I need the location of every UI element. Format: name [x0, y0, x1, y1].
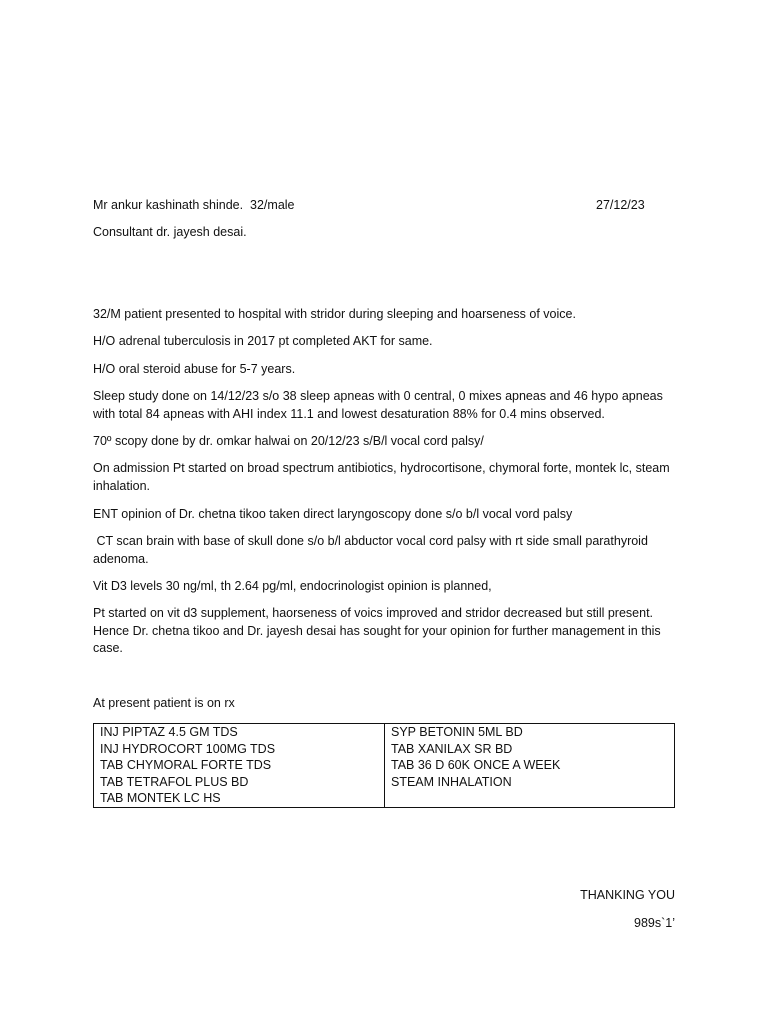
consultant-line: Consultant dr. jayesh desai.	[93, 225, 247, 239]
rx-item: TAB TETRAFOL PLUS BD	[100, 774, 249, 789]
paragraph-ct-scan: CT scan brain with base of skull done s/o b/l abductor vocal cord palsy with rt side small parathyroid adenoma.	[93, 534, 652, 566]
signature-text: 989s`1’	[634, 916, 675, 930]
rx-item: INJ HYDROCORT 100MG TDS	[100, 741, 276, 756]
paragraph-tb-history: H/O adrenal tuberculosis in 2017 pt completed AKT for same.	[93, 334, 433, 348]
prescription-row	[94, 724, 675, 808]
paragraph-sleep-study: Sleep study done on 14/12/23 s/o 38 sleep apneas with 0 central, 0 mixes apneas and 46 hypo apneas with total 84 apneas with AHI index 11.1 and lowest desaturation 88% for 0.4 mins observed.	[93, 389, 667, 421]
paragraph-ent-opinion: ENT opinion of Dr. chetna tikoo taken direct laryngoscopy done s/o b/l vocal vord palsy	[93, 507, 573, 521]
closing-thanks: THANKING YOU	[580, 888, 675, 902]
paragraph-admission: On admission Pt started on broad spectrum antibiotics, hydrocortisone, chymoral forte, montek lc, steam inhalation.	[93, 461, 674, 493]
paragraph-scopy: 70º scopy done by dr. omkar halwai on 20/12/23 s/B/l vocal cord palsy/	[93, 434, 484, 448]
rx-item: TAB XANILAX SR BD	[391, 741, 513, 756]
letter-date: 27/12/23	[596, 198, 645, 212]
rx-item: TAB MONTEK LC HS	[100, 791, 221, 805]
prescription-column-left	[94, 724, 385, 808]
rx-item: TAB CHYMORAL FORTE TDS	[100, 758, 272, 772]
rx-item: TAB 36 D 60K ONCE A WEEK	[391, 758, 561, 772]
rx-intro: At present patient is on rx	[93, 696, 235, 710]
prescription-column-right	[385, 724, 675, 808]
paragraph-steroid-history: H/O oral steroid abuse for 5-7 years.	[93, 362, 296, 376]
paragraph-vit-d3: Vit D3 levels 30 ng/ml, th 2.64 pg/ml, endocrinologist opinion is planned,	[93, 579, 492, 593]
paragraph-presentation: 32/M patient presented to hospital with stridor during sleeping and hoarseness of voice.	[93, 307, 576, 321]
prescription-table	[93, 723, 675, 808]
paragraph-treatment-progress: Pt started on vit d3 supplement, haorseness of voics improved and stridor decreased but still present. Hence Dr. chetna tikoo and Dr. jayesh desai has sought for your opinion for further management in this case.	[93, 606, 665, 655]
rx-item: SYP BETONIN 5ML BD	[391, 725, 523, 739]
patient-name: Mr ankur kashinath shinde. 32/male	[93, 198, 295, 212]
rx-item: STEAM INHALATION	[391, 774, 512, 789]
rx-item: INJ PIPTAZ 4.5 GM TDS	[100, 725, 238, 739]
